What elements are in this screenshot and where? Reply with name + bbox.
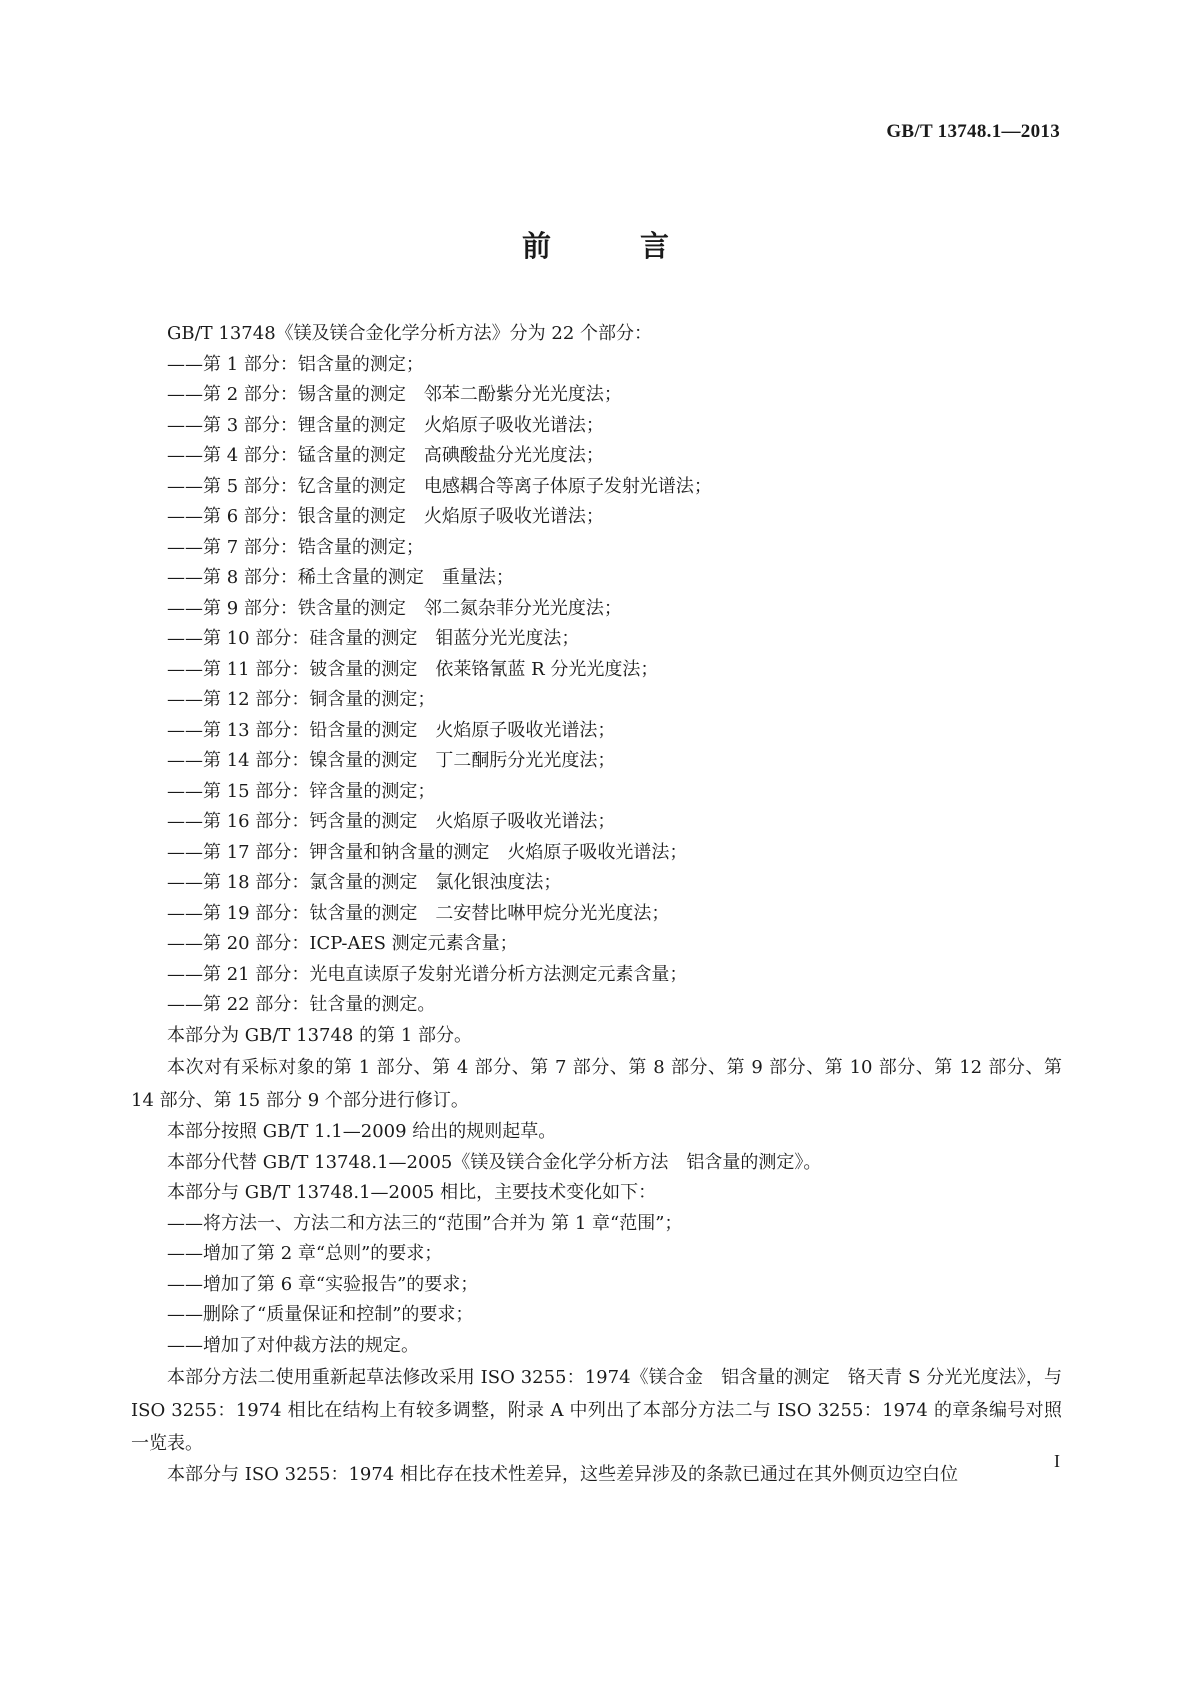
changes-list [131, 1209, 1062, 1362]
list-item: ——第 12 部分：铜含量的测定； [167, 689, 436, 710]
rules-paragraph: 本部分按照 GB/T 1.1—2009 给出的规则起草。 [167, 1121, 557, 1142]
part-of-paragraph: 本部分为 GB/T 13748 的第 1 部分。 [167, 1024, 472, 1046]
list-item: ——第 11 部分：铍含量的测定 依莱铬氰蓝 R 分光光度法； [167, 658, 659, 680]
list-item: ——第 2 部分：锡含量的测定 邻苯二酚紫分光光度法； [167, 384, 622, 405]
list-item: ——第 20 部分：ICP-AES 测定元素含量； [167, 933, 518, 954]
revision-paragraph: 本次对有采标对象的第 1 部分、第 4 部分、第 7 部分、第 8 部分、第 9 部分、第 10 部分、第 12 部分、第 14 部分、第 15 部分 9 个部分进行修订。 [131, 1057, 1062, 1111]
list-item: ——第 21 部分：光电直读原子发射光谱分析方法测定元素含量； [167, 963, 688, 985]
list-item: ——第 1 部分：铝含量的测定； [167, 353, 424, 375]
list-item: ——第 15 部分：锌含量的测定； [167, 780, 436, 802]
list-item: ——第 3 部分：锂含量的测定 火焰原子吸收光谱法； [167, 414, 604, 436]
list-item: ——第 18 部分：氯含量的测定 氯化银浊度法； [167, 872, 562, 893]
changes-intro-paragraph: 本部分与 GB/T 13748.1—2005 相比，主要技术变化如下： [167, 1182, 657, 1203]
list-item: ——第 6 部分：银含量的测定 火焰原子吸收光谱法； [167, 506, 604, 527]
list-item: ——第 16 部分：钙含量的测定 火焰原子吸收光谱法； [167, 811, 616, 832]
intro-paragraph: GB/T 13748《镁及镁合金化学分析方法》分为 22 个部分： [167, 323, 653, 344]
list-item: ——删除了“质量保证和控制”的要求； [167, 1304, 474, 1325]
list-item: ——第 14 部分：镍含量的测定 丁二酮肟分光光度法； [167, 750, 616, 771]
iso-adoption-paragraph: 本部分方法二使用重新起草法修改采用 ISO 3255：1974《镁合金 铝含量的测定 铬天青 S 分光光度法》，与 ISO 3255：1974 相比在结构上有较多调整，附录 A 中列出了本部分方法二与 ISO 3255：1974 的章条编号对照一览表。 [131, 1367, 1062, 1454]
list-item: ——第 13 部分：铅含量的测定 火焰原子吸收光谱法； [167, 719, 616, 741]
list-item: ——第 10 部分：硅含量的测定 钼蓝分光光度法； [167, 628, 580, 649]
page-title: 前 言 [521, 229, 699, 263]
foreword-body [131, 319, 1062, 1491]
list-item: ——第 4 部分：锰含量的测定 高碘酸盐分光光度法； [167, 445, 604, 466]
list-item: ——第 17 部分：钾含量和钠含量的测定 火焰原子吸收光谱法； [167, 841, 688, 863]
list-item: ——将方法一、方法二和方法三的“范围”合并为 第 1 章“范围”； [167, 1212, 683, 1234]
list-item: ——第 5 部分：钇含量的测定 电感耦合等离子体原子发射光谱法； [167, 475, 712, 497]
list-item: ——增加了第 2 章“总则”的要求； [167, 1243, 443, 1264]
tech-diff-paragraph: 本部分与 ISO 3255：1974 相比存在技术性差异，这些差异涉及的条款已通过在其外侧页边空白位 [167, 1464, 958, 1485]
page-number: I [1054, 1451, 1060, 1471]
list-item: ——第 8 部分：稀土含量的测定 重量法； [167, 567, 514, 588]
list-item: ——第 9 部分：铁含量的测定 邻二氮杂菲分光光度法； [167, 597, 622, 619]
list-item: ——第 7 部分：锆含量的测定； [167, 536, 424, 558]
list-item: ——第 19 部分：钛含量的测定 二安替比啉甲烷分光光度法； [167, 902, 670, 924]
list-item: ——第 22 部分：钍含量的测定。 [167, 994, 436, 1015]
list-item: ——增加了对仲裁方法的规定。 [167, 1334, 419, 1356]
parts-list [131, 350, 1062, 1021]
replaces-paragraph: 本部分代替 GB/T 13748.1—2005《镁及镁合金化学分析方法 铝含量的测定》。 [167, 1151, 822, 1173]
list-item: ——增加了第 6 章“实验报告”的要求； [167, 1273, 479, 1295]
standard-code: GB/T 13748.1—2013 [886, 121, 1060, 142]
